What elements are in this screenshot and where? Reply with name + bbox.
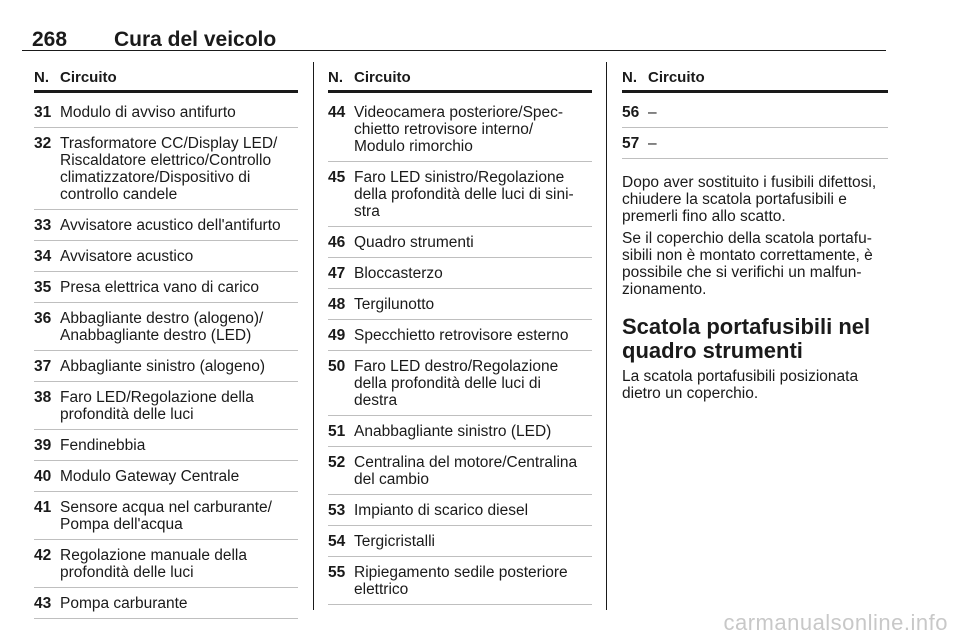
- fuse-circuit: Videocamera posteriore/Spec- chietto retrovisore interno/ Modulo rimorchio: [354, 104, 564, 155]
- fuse-row: [328, 101, 592, 162]
- fuse-number: 51: [328, 423, 346, 440]
- fuse-circuit: Fendinebbia: [60, 437, 146, 454]
- fuse-row: [328, 420, 592, 447]
- table-header: [34, 69, 298, 93]
- fuse-circuit: –: [648, 135, 657, 152]
- fuse-number: 46: [328, 234, 346, 251]
- table-header: [328, 69, 592, 93]
- fuse-number: 48: [328, 296, 346, 313]
- section-paragraph: La scatola portafusibili posizionata dietro un coperchio.: [622, 368, 859, 402]
- fuse-number: 54: [328, 533, 346, 550]
- fuse-row: [34, 132, 298, 210]
- fuse-number: 43: [34, 595, 52, 612]
- fuse-row: [328, 231, 592, 258]
- fuse-circuit: Faro LED sinistro/Regolazione della profondità delle luci di sini- stra: [354, 169, 574, 220]
- fuse-circuit: Bloccasterzo: [354, 265, 443, 282]
- fuse-table-column-1: [34, 69, 298, 623]
- header-circuit: Circuito: [354, 69, 411, 86]
- fuse-row: [34, 245, 298, 272]
- fuse-row: [328, 561, 592, 605]
- fuse-row: [34, 101, 298, 128]
- fuse-circuit: Ripiegamento sedile posteriore elettrico: [354, 564, 568, 598]
- fuse-row: [622, 132, 888, 159]
- fuse-circuit: Faro LED destro/Regolazione della profondità delle luci di destra: [354, 358, 559, 409]
- fuse-row: [34, 276, 298, 303]
- table-header: [622, 69, 888, 93]
- fuse-circuit: Specchietto retrovisore esterno: [354, 327, 569, 344]
- header-circuit: Circuito: [648, 69, 705, 86]
- fuse-row: [328, 324, 592, 351]
- fuse-row: [328, 262, 592, 289]
- fuse-list: [328, 93, 592, 605]
- fuse-number: 49: [328, 327, 346, 344]
- fuse-circuit: Tergicristalli: [354, 533, 435, 550]
- fuse-row: [34, 496, 298, 540]
- page-title: Cura del veicolo: [114, 28, 277, 51]
- fuse-number: 53: [328, 502, 346, 519]
- fuse-circuit: Abbagliante destro (alogeno)/ Anabbagliante destro (LED): [60, 310, 264, 344]
- fuse-number: 33: [34, 217, 52, 234]
- warning-paragraph: Se il coperchio della scatola portafu- sibili non è montato correttamente, è possibile che si verifichi un malfun- zionamento.: [622, 230, 873, 298]
- fuse-circuit: Quadro strumenti: [354, 234, 474, 251]
- fuse-row: [34, 386, 298, 430]
- fuse-circuit: Anabbagliante sinistro (LED): [354, 423, 552, 440]
- fuse-circuit: Avvisatore acustico dell'antifurto: [60, 217, 281, 234]
- fuse-number: 37: [34, 358, 52, 375]
- fuse-number: 31: [34, 104, 52, 121]
- fuse-row: [34, 355, 298, 382]
- fuse-row: [328, 530, 592, 557]
- fuse-number: 44: [328, 104, 346, 121]
- column-divider: [313, 62, 314, 610]
- fuse-row: [34, 592, 298, 619]
- fuse-table-column-2: [328, 69, 592, 609]
- fuse-number: 55: [328, 564, 346, 581]
- section-title: Scatola portafusibili nel quadro strumenti: [622, 314, 871, 363]
- fuse-list: [34, 93, 298, 619]
- instruction-paragraph: Dopo aver sostituito i fusibili difettosi, chiudere la scatola portafusibili e premerli fino allo scatto.: [622, 174, 877, 225]
- header-number: N.: [328, 69, 343, 86]
- fuse-number: 34: [34, 248, 52, 265]
- fuse-number: 38: [34, 389, 52, 406]
- fuse-number: 35: [34, 279, 52, 296]
- fuse-number: 57: [622, 135, 640, 152]
- header-number: N.: [34, 69, 49, 86]
- fuse-row: [34, 214, 298, 241]
- fuse-circuit: Abbagliante sinistro (alogeno): [60, 358, 266, 375]
- fuse-number: 45: [328, 169, 346, 186]
- fuse-row: [622, 101, 888, 128]
- header-circuit: Circuito: [60, 69, 117, 86]
- fuse-number: 56: [622, 104, 640, 121]
- fuse-number: 32: [34, 135, 52, 152]
- fuse-circuit: Avvisatore acustico: [60, 248, 194, 265]
- fuse-number: 36: [34, 310, 52, 327]
- fuse-circuit: Pompa carburante: [60, 595, 188, 612]
- header-number: N.: [622, 69, 637, 86]
- fuse-row: [328, 451, 592, 495]
- fuse-circuit: Modulo Gateway Centrale: [60, 468, 240, 485]
- fuse-circuit: Sensore acqua nel carburante/ Pompa dell'acqua: [60, 499, 272, 533]
- fuse-circuit: Presa elettrica vano di carico: [60, 279, 260, 296]
- column-divider: [606, 62, 607, 610]
- fuse-row: [328, 355, 592, 416]
- fuse-row: [328, 499, 592, 526]
- fuse-row: [34, 544, 298, 588]
- fuse-circuit: –: [648, 104, 657, 121]
- fuse-circuit: Faro LED/Regolazione della profondità delle luci: [60, 389, 254, 423]
- fuse-circuit: Impianto di scarico diesel: [354, 502, 529, 519]
- fuse-number: 47: [328, 265, 346, 282]
- fuse-circuit: Trasformatore CC/Display LED/ Riscaldatore elettrico/Controllo climatizzatore/Dispositivo di controllo candele: [60, 135, 278, 203]
- fuse-row: [34, 465, 298, 492]
- fuse-table-column-3: [622, 69, 888, 407]
- fuse-number: 39: [34, 437, 52, 454]
- fuse-number: 52: [328, 454, 346, 471]
- fuse-number: 40: [34, 468, 52, 485]
- fuse-number: 41: [34, 499, 52, 516]
- fuse-circuit: Regolazione manuale della profondità delle luci: [60, 547, 247, 581]
- fuse-circuit: Centralina del motore/Centralina del cambio: [354, 454, 578, 488]
- page-number: 268: [32, 28, 68, 51]
- watermark: carmanualsonline.info: [723, 610, 948, 635]
- fuse-list: [622, 93, 888, 159]
- fuse-row: [328, 293, 592, 320]
- fuse-circuit: Modulo di avviso antifurto: [60, 104, 236, 121]
- fuse-row: [34, 434, 298, 461]
- fuse-circuit: Tergilunotto: [354, 296, 435, 313]
- fuse-row: [34, 307, 298, 351]
- fuse-number: 50: [328, 358, 346, 375]
- page-header: [22, 24, 886, 51]
- fuse-row: [328, 166, 592, 227]
- fuse-number: 42: [34, 547, 52, 564]
